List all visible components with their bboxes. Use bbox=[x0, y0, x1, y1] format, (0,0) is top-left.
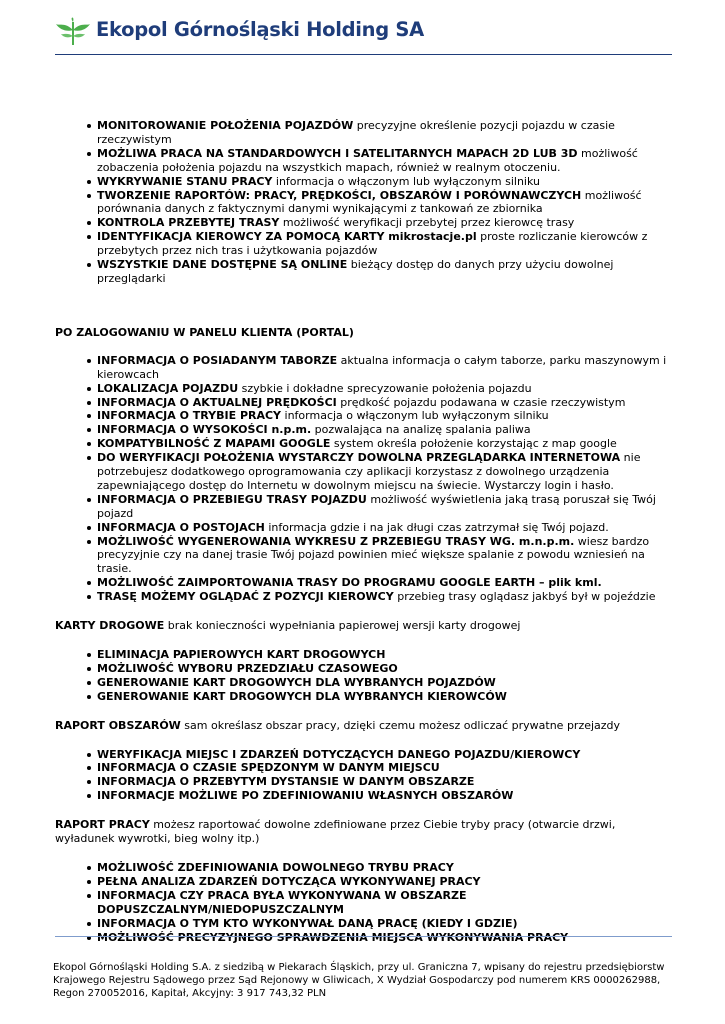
list-item: MOŻLIWOŚĆ PRECYZYJNEGO SPRAWDZENIA MIEJSCA WYKONYWANIA PRACY bbox=[97, 931, 672, 945]
list-item: INFORMACJA O PRZEBYTYM DYSTANSIE W DANYM OBSZARZE bbox=[97, 775, 672, 789]
list-item: WERYFIKACJA MIEJSC I ZDARZEŃ DOTYCZĄCYCH DANEGO POJAZDU/KIEROWCY bbox=[97, 748, 672, 762]
list-item: MOŻLIWOŚĆ WYGENEROWANIA WYKRESU Z PRZEBIEGU TRASY WG. m.n.p.m. wiesz bardzo precyzyjnie czy na danej trasie Twój pojazd powinien mieć większe spalanie z powodu wzniesień na trasie. bbox=[97, 535, 672, 577]
list-item: INFORMACJA O POSTOJACH informacja gdzie i na jak długi czas zatrzymał się Twój pojazd. bbox=[97, 521, 672, 535]
features-list bbox=[55, 119, 672, 286]
list-item: GENEROWANIE KART DROGOWYCH DLA WYBRANYCH KIEROWCÓW bbox=[97, 690, 672, 704]
list-item: INFORMACJA O TRYBIE PRACY informacja o włączonym lub wyłączonym silniku bbox=[97, 409, 672, 423]
list-item: INFORMACJA O POSIADANYM TABORZE aktualna informacja o całym taborze, parku maszynowym i kierowcach bbox=[97, 354, 672, 382]
list-item: INFORMACJE MOŻLIWE PO ZDEFINIOWANIU WŁASNYCH OBSZARÓW bbox=[97, 789, 672, 803]
footer-legal-text: Ekopol Górnośląski Holding S.A. z siedzibą w Piekarach Śląskich, przy ul. Graniczna 7, wpisany do rejestru przedsiębiorstw Krajowego Rejestru Sądowego przez Sąd Rejonowy w Gliwicach, X Wydział Gospodarczy pod numerem KRS 0000262988, Regon 270052016, Kapitał, Akcyjny: 3 917 743,32 PLN bbox=[53, 962, 665, 1000]
company-name: Ekopol Górnośląski Holding SA bbox=[96, 18, 424, 41]
road-cards-intro: KARTY DROGOWE brak konieczności wypełniania papierowej wersji karty drogowej bbox=[55, 619, 521, 633]
list-item: MONITOROWANIE POŁOŻENIA POJAZDÓW precyzyjne określenie pozycji pojazdu w czasie rzeczywistym bbox=[97, 119, 672, 147]
list-item: LOKALIZACJA POJAZDU szybkie i dokładne sprecyzowanie położenia pojazdu bbox=[97, 382, 672, 396]
list-item: KONTROLA PRZEBYTEJ TRASY możliwość weryfikacji przebytej przez kierowcę trasy bbox=[97, 216, 672, 230]
work-report-title: RAPORT PRACY bbox=[55, 818, 150, 832]
work-report-list bbox=[55, 861, 672, 944]
portal-features-list bbox=[55, 354, 672, 604]
portal-heading: PO ZALOGOWANIU W PANELU KLIENTA (PORTAL) bbox=[55, 325, 354, 339]
list-item: ELIMINACJA PAPIEROWYCH KART DROGOWYCH bbox=[97, 648, 672, 662]
list-item: INFORMACJA O AKTUALNEJ PRĘDKOŚCI prędkość pojazdu podawana w czasie rzeczywistym bbox=[97, 396, 672, 410]
list-item: KOMPATYBILNOŚĆ Z MAPAMI GOOGLE system określa położenie korzystając z map google bbox=[97, 437, 672, 451]
list-item: MOŻLIWOŚĆ WYBORU PRZEDZIAŁU CZASOWEGO bbox=[97, 662, 672, 676]
road-cards-list bbox=[55, 648, 672, 704]
list-item: MOŻLIWOŚĆ ZAIMPORTOWANIA TRASY DO PROGRAMU GOOGLE EARTH – plik kml. bbox=[97, 576, 672, 590]
area-report-intro: RAPORT OBSZARÓW sam określasz obszar pracy, dzięki czemu możesz odliczać prywatne przejazdy bbox=[55, 718, 621, 732]
list-item: DO WERYFIKACJI POŁOŻENIA WYSTARCZY DOWOLNA PRZEGLĄDARKA INTERNETOWA nie potrzebujesz dodatkowego oprogramowania czy aplikacji korzystasz z dowolnego urządzenia zapewniającego dostęp do Internetu w dowolnym miejscu na świecie. Wystarczy login i hasło. bbox=[97, 451, 672, 493]
work-report-intro: RAPORT PRACY możesz raportować dowolne zdefiniowane przez Ciebie tryby pracy (otwarcie drzwi, wyładunek wywrotki, bieg wolny itp.) bbox=[55, 818, 616, 846]
list-item: MOŻLIWA PRACA NA STANDARDOWYCH I SATELITARNYCH MAPACH 2D LUB 3D możliwość zobaczenia położenia pojazdu na wszystkich mapach, również w realnym otoczeniu. bbox=[97, 147, 672, 175]
area-report-list bbox=[55, 748, 672, 804]
list-item: INFORMACJA CZY PRACA BYŁA WYKONYWANA W OBSZARZE DOPUSZCZALNYM/NIEDOPUSZCZALNYM bbox=[97, 889, 672, 917]
list-item: WYKRYWANIE STANU PRACY informacja o włączonym lub wyłączonym silniku bbox=[97, 175, 672, 189]
list-item: INFORMACJA O WYSOKOŚCI n.p.m. pozwalająca na analizę spalania paliwa bbox=[97, 423, 672, 437]
area-report-title: RAPORT OBSZARÓW bbox=[55, 718, 181, 732]
road-cards-title: KARTY DROGOWE bbox=[55, 619, 165, 633]
list-item: INFORMACJA O CZASIE SPĘDZONYM W DANYM MIEJSCU bbox=[97, 761, 672, 775]
list-item: WSZYSTKIE DANE DOSTĘPNE SĄ ONLINE bieżący dostęp do danych przy użyciu dowolnej przeglądarki bbox=[97, 258, 672, 286]
leaf-logo-icon bbox=[55, 16, 91, 46]
list-item: TRASĘ MOŻEMY OGLĄDAĆ Z POZYCJI KIEROWCY przebieg trasy oglądasz jakbyś był w pojeździe bbox=[97, 590, 672, 604]
page-header bbox=[55, 14, 672, 55]
list-item: INFORMACJA O TYM KTO WYKONYWAŁ DANĄ PRACĘ (KIEDY I GDZIE) bbox=[97, 917, 672, 931]
list-item: INFORMACJA O PRZEBIEGU TRASY POJAZDU możliwość wyświetlenia jaką trasą poruszał się Twój pojazd bbox=[97, 493, 672, 521]
document-body bbox=[55, 119, 672, 944]
list-item: MOŻLIWOŚĆ ZDEFINIOWANIA DOWOLNEGO TRYBU PRACY bbox=[97, 861, 672, 875]
list-item: TWORZENIE RAPORTÓW: PRACY, PRĘDKOŚCI, OBSZARÓW I PORÓWNAWCZYCH możliwość porównania danych z faktycznymi danymi wynikającymi z tankowań ze zbiornika bbox=[97, 189, 672, 217]
list-item: PEŁNA ANALIZA ZDARZEŃ DOTYCZĄCA WYKONYWANEJ PRACY bbox=[97, 875, 672, 889]
list-item: IDENTYFIKACJA KIEROWCY ZA POMOCĄ KARTY mikrostacje.pl proste rozliczanie kierowców z przebytych przez nich tras i użytkowania pojazdów bbox=[97, 230, 672, 258]
footer-divider bbox=[55, 936, 672, 937]
list-item: GENEROWANIE KART DROGOWYCH DLA WYBRANYCH POJAZDÓW bbox=[97, 676, 672, 690]
